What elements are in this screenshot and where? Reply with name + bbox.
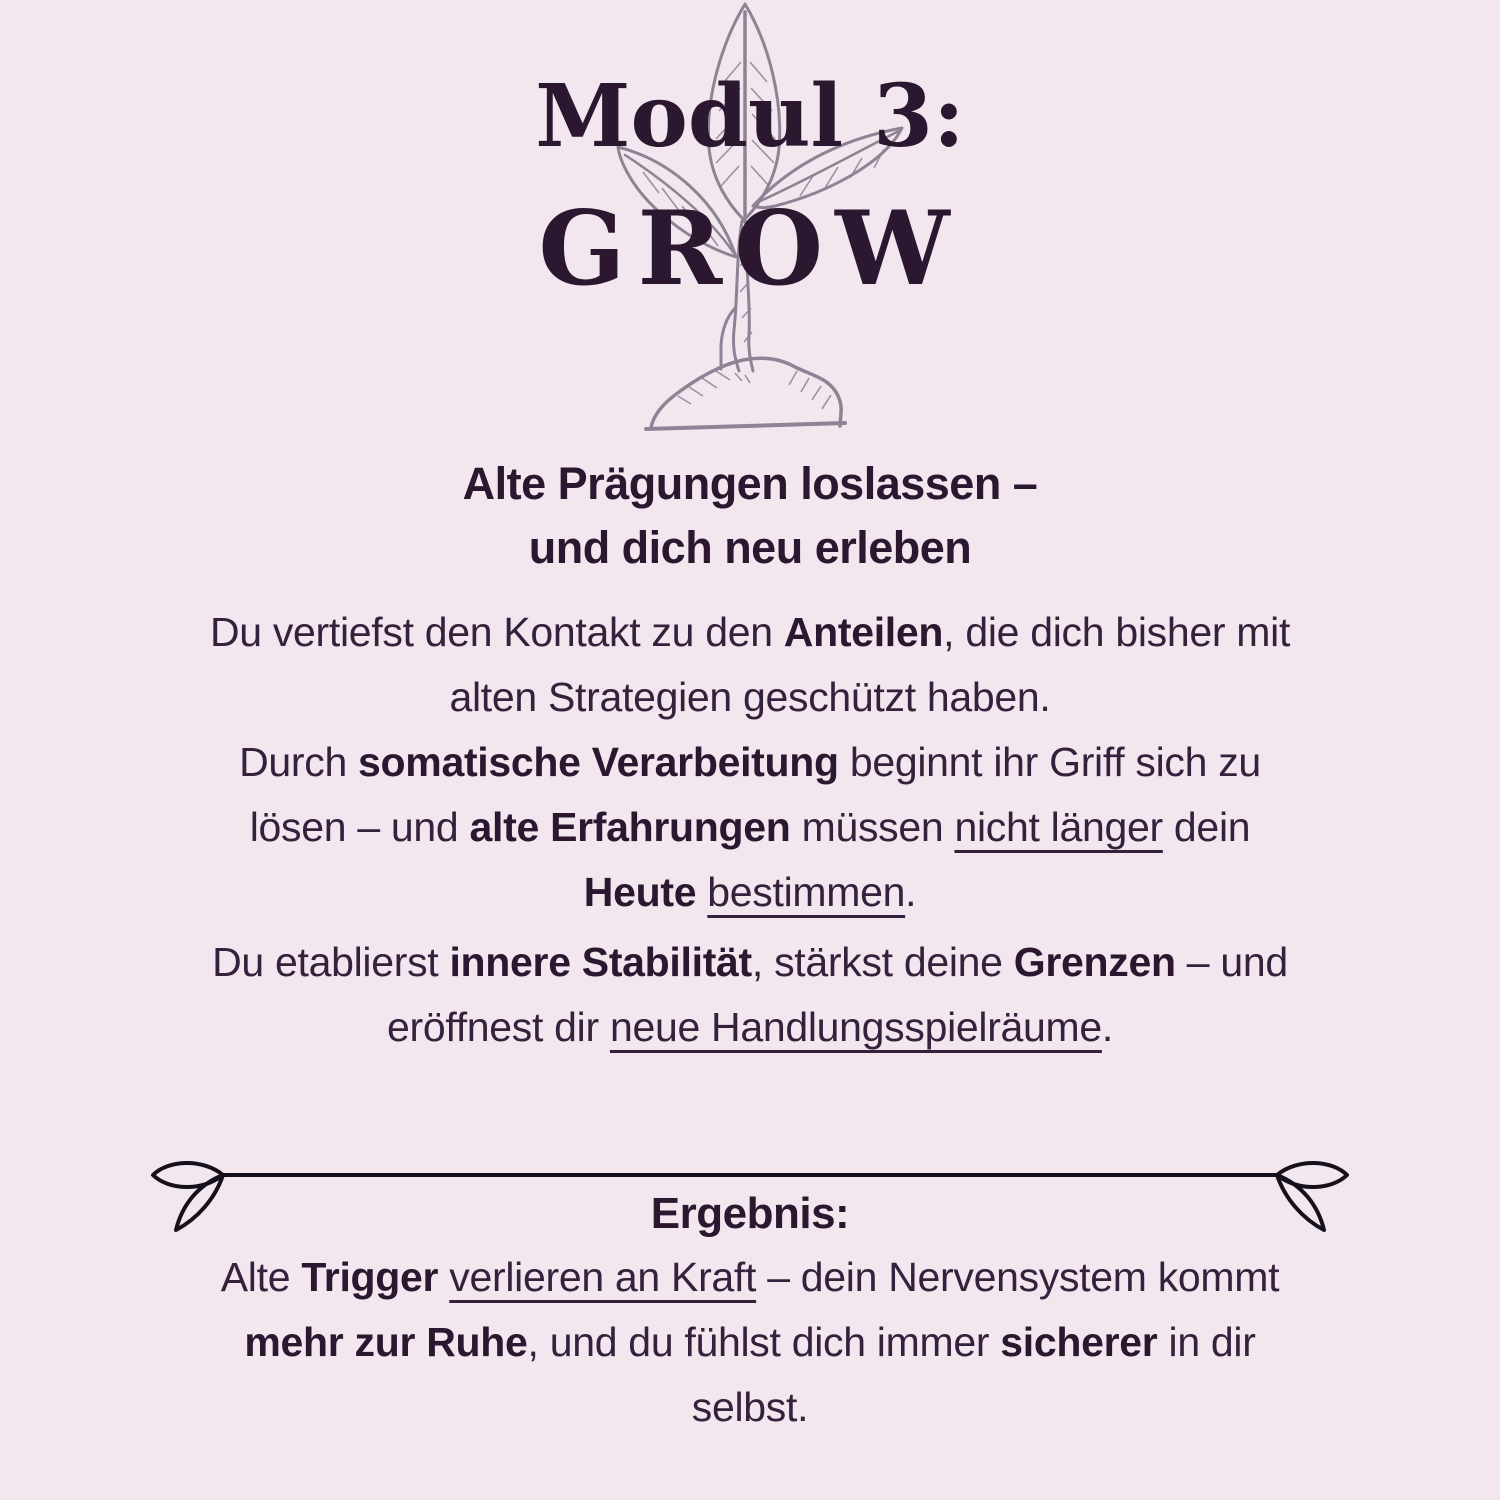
text-segment: beginnt ihr Griff sich zu (838, 739, 1261, 785)
text-segment: alte Erfahrungen (469, 804, 791, 850)
text-segment: somatische Verarbeitung (358, 739, 839, 785)
text-segment: Trigger (301, 1254, 439, 1300)
text-segment: . (905, 869, 917, 915)
text-segment: alten Strategien geschützt haben. (449, 674, 1051, 720)
result-paragraph (150, 1245, 1350, 1440)
text-segment (438, 1254, 449, 1300)
text-segment: , stärkst deine (751, 939, 1014, 985)
text-segment: , und du fühlst dich immer (527, 1319, 1001, 1365)
subtitle (0, 452, 1500, 580)
text-segment: , die dich bisher mit (943, 609, 1291, 655)
text-segment: mehr zur Ruhe (244, 1319, 528, 1365)
text-segment: – und (1175, 939, 1288, 985)
text-segment: Heute (583, 869, 697, 915)
text-segment: müssen (790, 804, 955, 850)
module-number-heading: Modul 3: (535, 66, 965, 167)
text-segment: eröffnest dir (386, 1004, 610, 1050)
stability-paragraph (150, 930, 1350, 1060)
text-segment: . (1101, 1004, 1113, 1050)
text-segment: Durch (239, 739, 359, 785)
text-segment: Du etablierst (212, 939, 450, 985)
text-segment: Anteilen (783, 609, 944, 655)
text-segment: Alte (220, 1254, 302, 1300)
text-segment (696, 869, 707, 915)
text-segment: neue Handlungsspielräume (609, 1004, 1102, 1050)
text-segment: nicht länger (954, 804, 1163, 850)
module-title-heading: GROW (538, 189, 962, 309)
text-segment: verlieren an Kraft (449, 1254, 757, 1300)
intro-paragraph (150, 600, 1350, 925)
subtitle-line-2: und dich neu erleben (528, 522, 972, 573)
text-segment: – dein Nervensystem kommt (756, 1254, 1280, 1300)
result-heading: Ergebnis: (650, 1189, 850, 1238)
text-segment: Grenzen (1013, 939, 1176, 985)
text-segment: in dir (1157, 1319, 1256, 1365)
text-segment: lösen – und (249, 804, 470, 850)
text-segment: selbst. (691, 1384, 809, 1430)
text-segment: innere Stabilität (449, 939, 752, 985)
subtitle-line-1: Alte Prägungen loslassen – (462, 458, 1038, 509)
text-segment: bestimmen (707, 869, 906, 915)
text-segment: sicherer (1000, 1319, 1158, 1365)
text-segment: dein (1162, 804, 1251, 850)
text-segment: Du vertiefst den Kontakt zu den (209, 609, 784, 655)
